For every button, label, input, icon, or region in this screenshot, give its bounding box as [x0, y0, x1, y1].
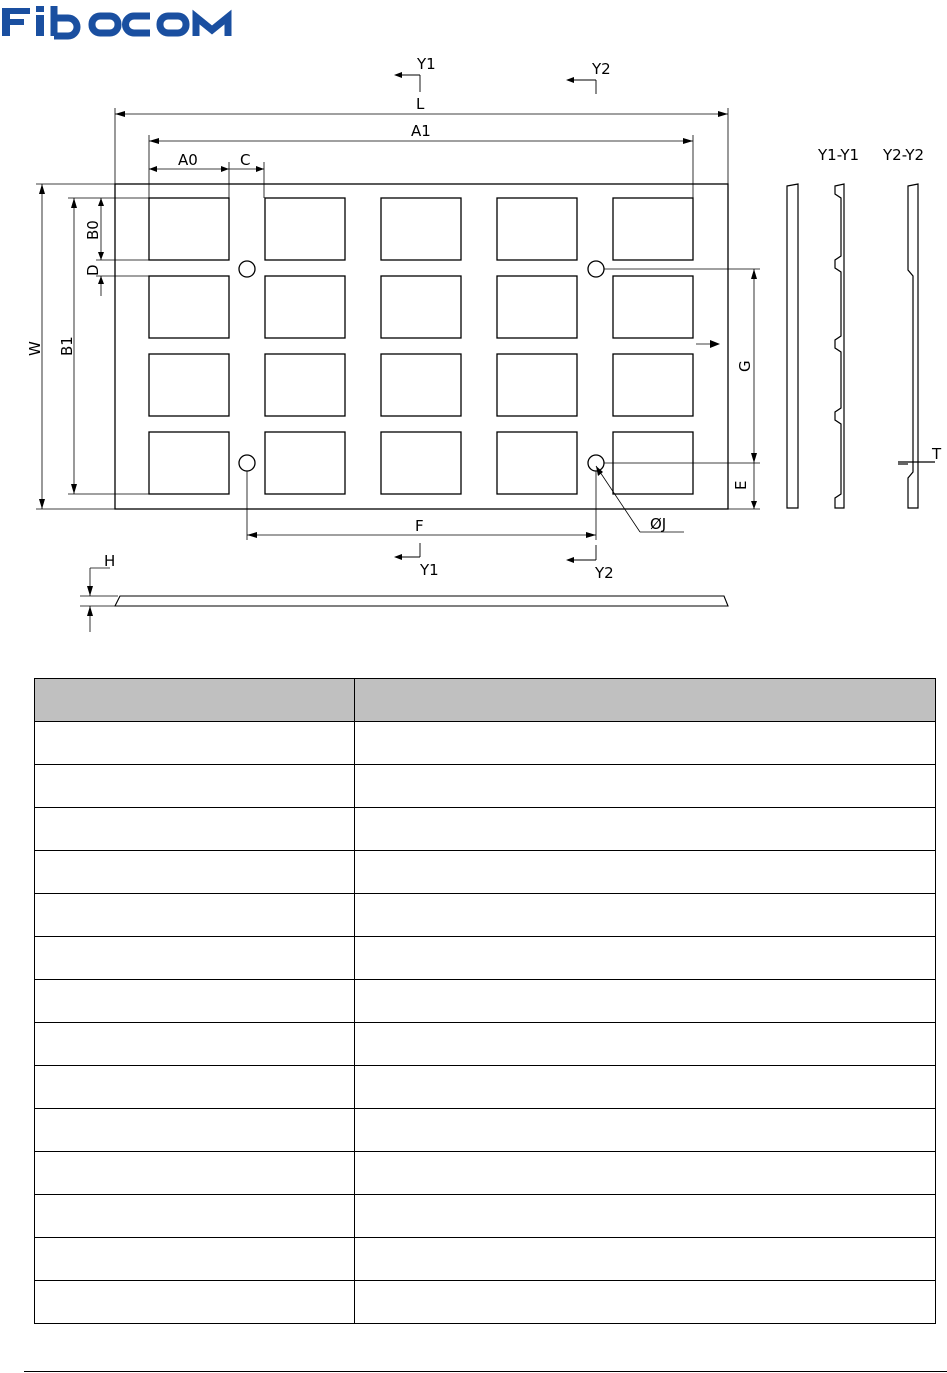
header-cell — [355, 679, 936, 722]
table-cell — [355, 894, 936, 937]
pocket — [265, 354, 345, 416]
pocket — [149, 276, 229, 338]
table-header-row — [35, 679, 936, 722]
pocket — [149, 432, 229, 494]
table-cell — [355, 1152, 936, 1195]
label-B1: B1 — [58, 336, 76, 356]
label-T: T — [932, 445, 942, 463]
dimension-table — [34, 678, 936, 1324]
label-H: H — [104, 552, 116, 570]
pocket — [265, 198, 345, 260]
label-Y2-bottom: Y2 — [595, 564, 614, 582]
table-cell — [35, 937, 355, 980]
label-D: D — [84, 264, 102, 276]
label-Y2: Y2 — [592, 60, 611, 78]
pocket — [381, 354, 461, 416]
label-G: G — [736, 360, 754, 372]
section-y2-y2 — [908, 184, 918, 508]
label-section-y1: Y1-Y1 — [818, 146, 860, 164]
table-cell — [35, 980, 355, 1023]
label-W: W — [26, 341, 44, 356]
table-cell — [355, 765, 936, 808]
table-row — [35, 1023, 936, 1066]
table-cell — [35, 765, 355, 808]
pocket — [497, 276, 577, 338]
tray-outline — [115, 184, 728, 509]
label-B0: B0 — [84, 220, 102, 240]
table-cell — [35, 1066, 355, 1109]
table-row — [35, 1066, 936, 1109]
label-L: L — [416, 95, 425, 113]
table-cell — [355, 851, 936, 894]
pocket — [265, 276, 345, 338]
label-E: E — [732, 480, 750, 490]
table-row — [35, 937, 936, 980]
table-cell — [35, 894, 355, 937]
table-cell — [355, 1023, 936, 1066]
table-row — [35, 808, 936, 851]
table-row — [35, 1109, 936, 1152]
table-cell — [35, 808, 355, 851]
label-Y1-bottom: Y1 — [420, 561, 439, 579]
table-cell — [355, 1109, 936, 1152]
table-cell — [35, 851, 355, 894]
pocket — [381, 276, 461, 338]
label-section-y2: Y2-Y2 — [883, 146, 925, 164]
label-F: F — [415, 517, 424, 535]
pocket — [149, 198, 229, 260]
pocket — [613, 198, 693, 260]
table-cell — [355, 808, 936, 851]
table-row — [35, 1195, 936, 1238]
table-row — [35, 1281, 936, 1324]
table-cell — [355, 980, 936, 1023]
hole — [239, 261, 255, 277]
table-cell — [355, 937, 936, 980]
label-J: ØJ — [650, 515, 667, 533]
hole — [588, 261, 604, 277]
table-row — [35, 722, 936, 765]
table-row — [35, 980, 936, 1023]
table-cell — [35, 1195, 355, 1238]
table-cell — [355, 1281, 936, 1324]
table-cell — [35, 1152, 355, 1195]
pocket — [381, 198, 461, 260]
pocket — [497, 198, 577, 260]
tray-profile — [115, 596, 728, 606]
pocket — [613, 354, 693, 416]
table-cell — [35, 1109, 355, 1152]
hole — [588, 455, 604, 471]
pocket — [497, 354, 577, 416]
table-cell — [355, 1195, 936, 1238]
fibocom-logo — [0, 0, 260, 44]
pocket — [497, 432, 577, 494]
tray-drawing — [0, 44, 947, 644]
table-row — [35, 765, 936, 808]
pocket-grid — [149, 198, 693, 494]
hole — [239, 455, 255, 471]
table-cell — [355, 1238, 936, 1281]
label-A1: A1 — [411, 122, 431, 140]
label-Y1: Y1 — [417, 55, 436, 73]
section-y1-y1 — [835, 184, 844, 508]
table-cell — [35, 1238, 355, 1281]
table-row — [35, 1152, 936, 1195]
table-row — [35, 894, 936, 937]
table-cell — [355, 722, 936, 765]
header-cell — [35, 679, 355, 722]
table-cell — [35, 1023, 355, 1066]
table-cell — [35, 722, 355, 765]
label-A0: A0 — [178, 151, 198, 169]
table-row — [35, 1238, 936, 1281]
pocket — [613, 276, 693, 338]
table-row — [35, 851, 936, 894]
label-C: C — [240, 151, 251, 169]
footer-divider — [24, 1371, 947, 1372]
pocket — [149, 354, 229, 416]
table-cell — [355, 1066, 936, 1109]
pocket — [265, 432, 345, 494]
pocket — [381, 432, 461, 494]
side-view — [787, 184, 798, 508]
table-cell — [35, 1281, 355, 1324]
